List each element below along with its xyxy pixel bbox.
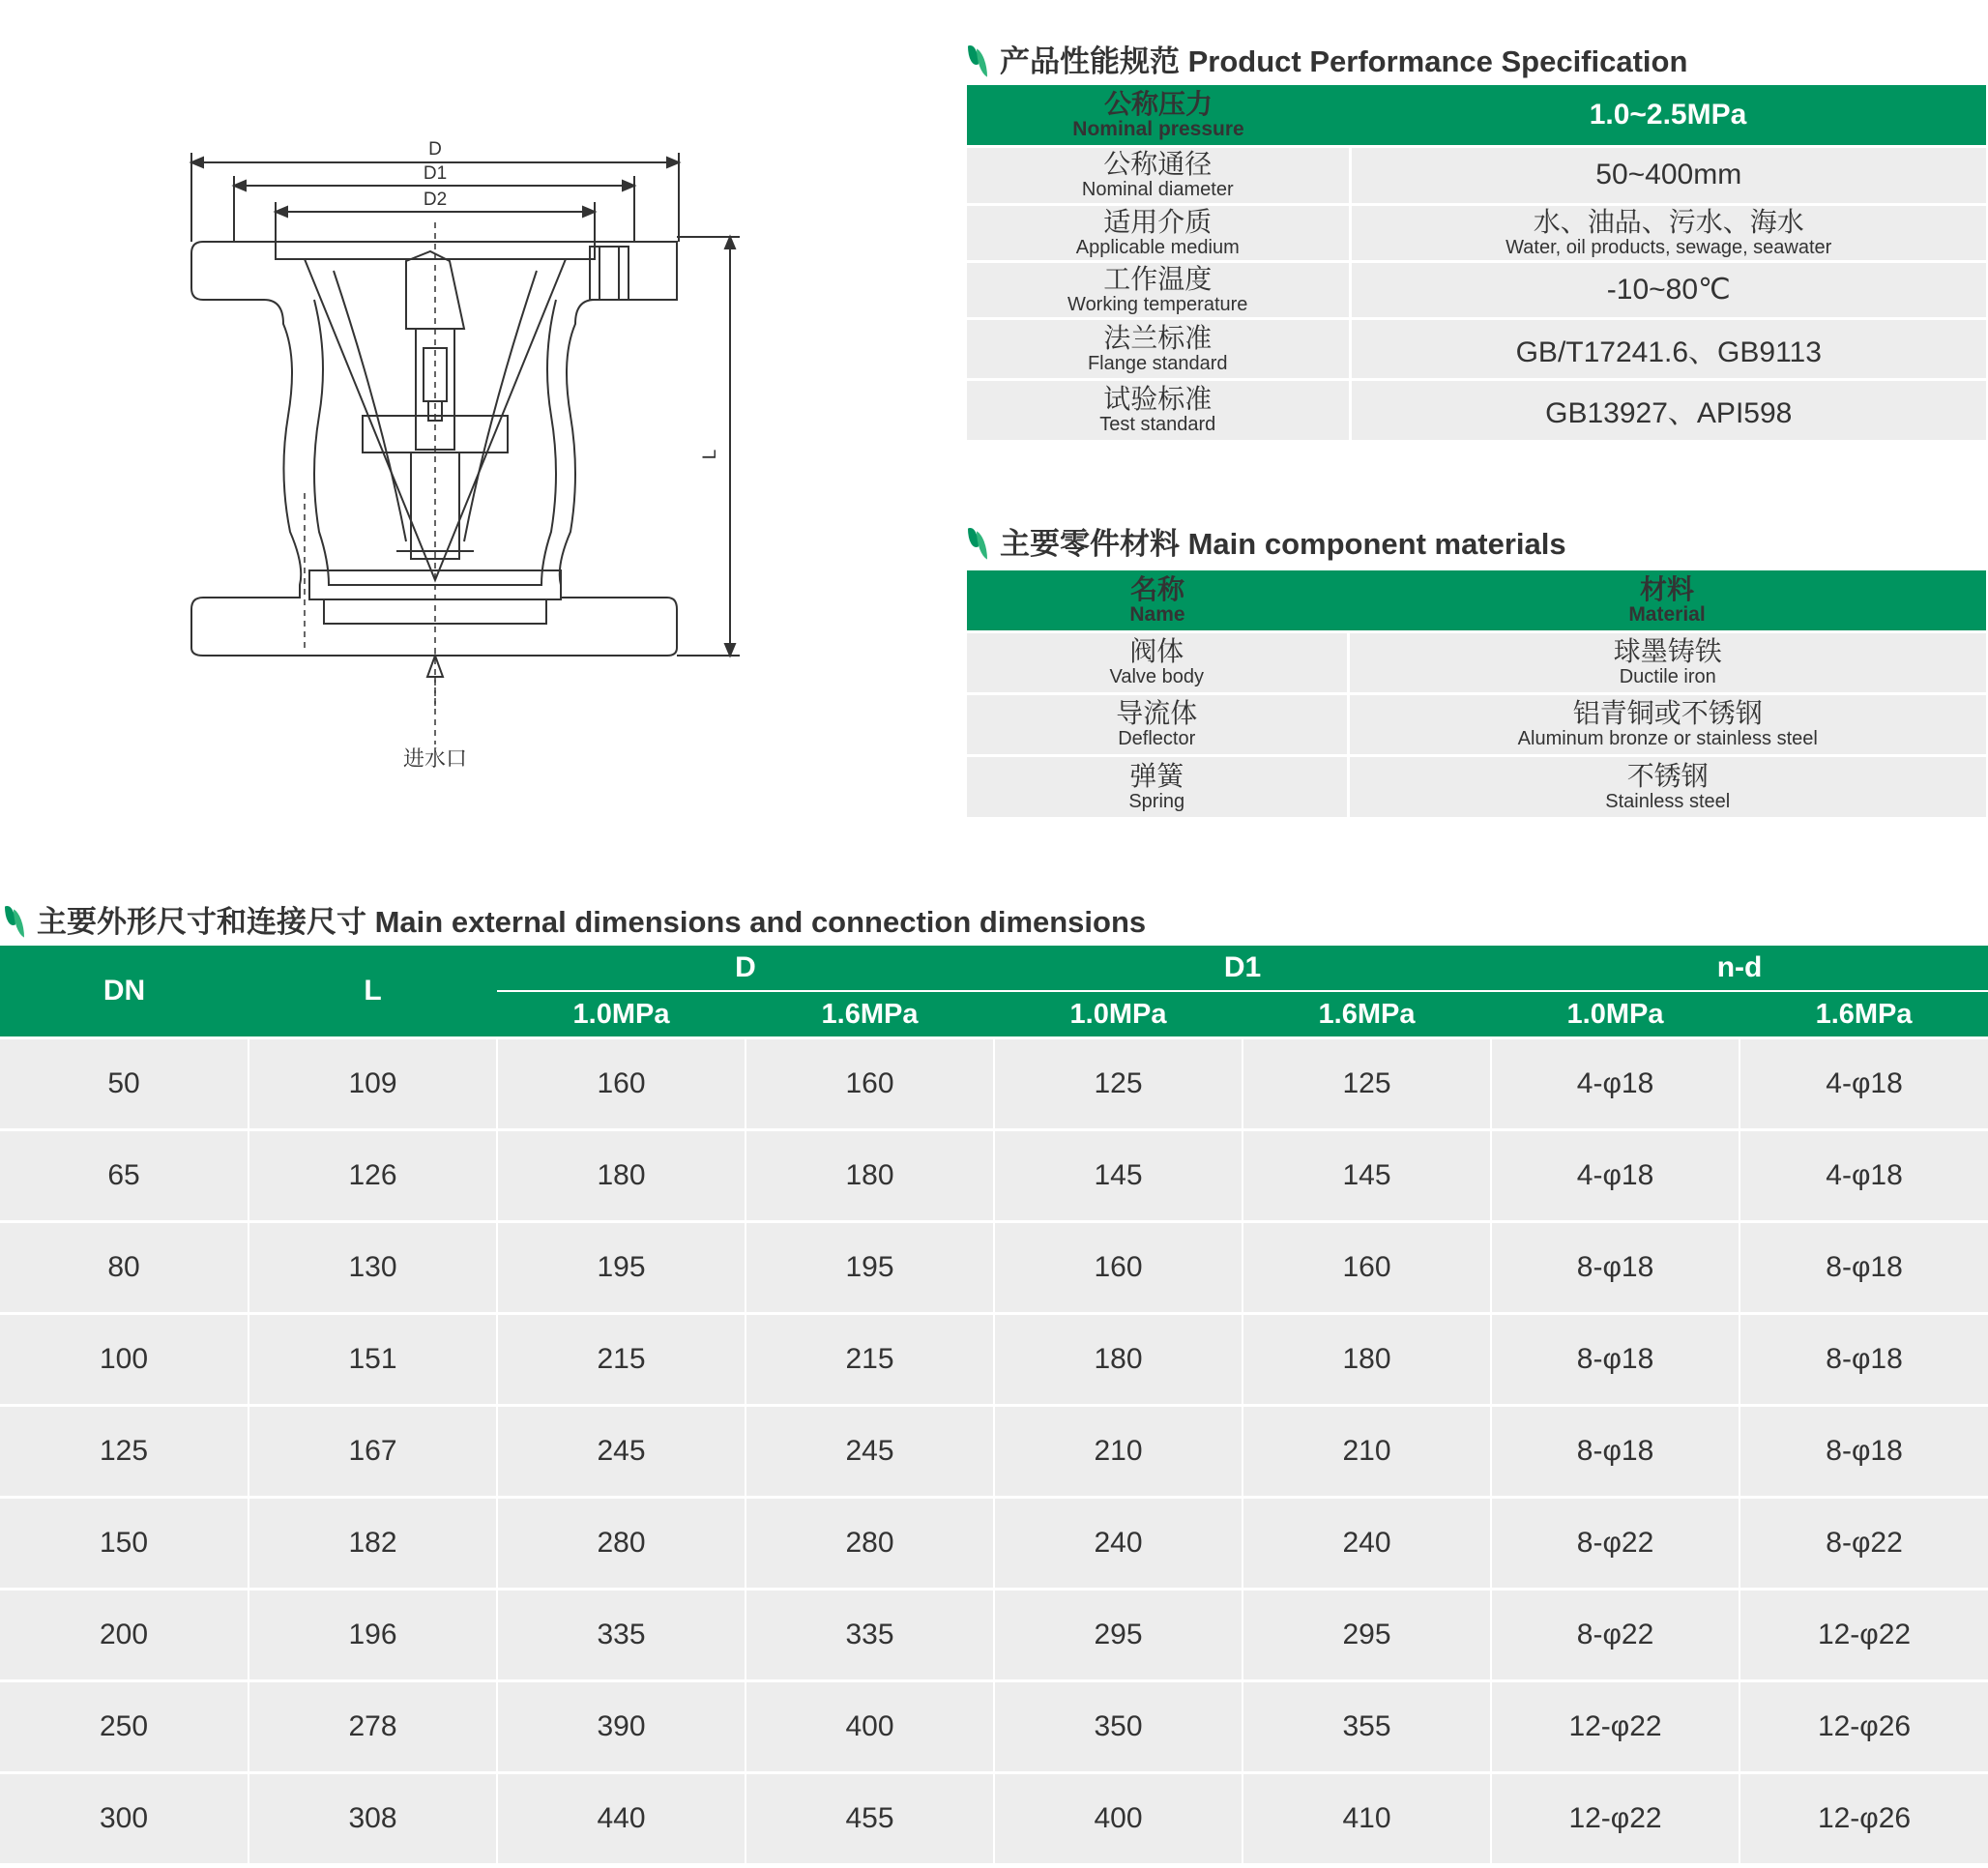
inlet-label: 进水口 bbox=[402, 746, 468, 771]
table-cell: 100 bbox=[0, 1314, 248, 1406]
table-cell: 355 bbox=[1242, 1681, 1491, 1773]
table-cell: 195 bbox=[746, 1222, 994, 1314]
table-cell: 215 bbox=[497, 1314, 746, 1406]
table-cell: 180 bbox=[746, 1130, 994, 1222]
leaf-icon bbox=[4, 904, 25, 935]
dim-d2-label: D2 bbox=[423, 190, 448, 210]
table-cell: 350 bbox=[994, 1681, 1242, 1773]
table-cell: 245 bbox=[497, 1406, 746, 1498]
table-cell: 245 bbox=[746, 1406, 994, 1498]
leaf-icon bbox=[967, 44, 988, 74]
dim-d1-label: D1 bbox=[423, 163, 448, 184]
dimensions-table bbox=[0, 946, 1988, 1863]
dimensions-section-title bbox=[4, 897, 1146, 941]
table-row bbox=[0, 1590, 1988, 1681]
table-cell: 180 bbox=[994, 1314, 1242, 1406]
nominal-pressure-header: 公称压力 Nominal pressure bbox=[967, 85, 1350, 146]
table-cell: 250 bbox=[0, 1681, 248, 1773]
table-cell: 200 bbox=[0, 1590, 248, 1681]
table-cell: 160 bbox=[746, 1038, 994, 1130]
dim-l-label: L bbox=[700, 449, 720, 460]
table-cell: 8-φ18 bbox=[1740, 1314, 1988, 1406]
performance-header-row bbox=[967, 85, 1986, 146]
table-cell: 50 bbox=[0, 1038, 248, 1130]
table-cell: 145 bbox=[1242, 1130, 1491, 1222]
table-cell: 150 bbox=[0, 1498, 248, 1590]
valve-section-diagram bbox=[174, 126, 754, 783]
table-cell: 300 bbox=[0, 1773, 248, 1864]
table-cell: 295 bbox=[994, 1590, 1242, 1681]
performance-section-title bbox=[967, 37, 1687, 80]
table-row bbox=[0, 1773, 1988, 1864]
pressure-header: 1.0MPa bbox=[1491, 991, 1740, 1038]
table-cell: 400 bbox=[746, 1681, 994, 1773]
d-header: D bbox=[497, 946, 994, 991]
table-cell: 195 bbox=[497, 1222, 746, 1314]
pressure-header: 1.6MPa bbox=[746, 991, 994, 1038]
table-cell: 167 bbox=[248, 1406, 497, 1498]
materials-title-text: 主要零件材料 Main component materials bbox=[1000, 527, 1566, 561]
pressure-header: 1.0MPa bbox=[497, 991, 746, 1038]
table-cell: 410 bbox=[1242, 1773, 1491, 1864]
nd-header: n-d bbox=[1491, 946, 1988, 991]
table-cell: 145 bbox=[994, 1130, 1242, 1222]
table-row bbox=[0, 1406, 1988, 1498]
table-cell: 125 bbox=[1242, 1038, 1491, 1130]
materials-header-row bbox=[967, 570, 1986, 631]
table-row bbox=[0, 1038, 1988, 1130]
table-cell: 12-φ22 bbox=[1491, 1681, 1740, 1773]
table-cell: 8-φ18 bbox=[1491, 1314, 1740, 1406]
table-cell: 8-φ18 bbox=[1740, 1406, 1988, 1498]
table-cell: 80 bbox=[0, 1222, 248, 1314]
pressure-header: 1.6MPa bbox=[1740, 991, 1988, 1038]
table-cell: 160 bbox=[1242, 1222, 1491, 1314]
performance-title-text: 产品性能规范 Product Performance Specification bbox=[1000, 44, 1688, 78]
table-cell: 8-φ18 bbox=[1491, 1222, 1740, 1314]
table-row bbox=[0, 1314, 1988, 1406]
table-cell: 12-φ22 bbox=[1740, 1590, 1988, 1681]
table-cell: 390 bbox=[497, 1681, 746, 1773]
table-cell: 4-φ18 bbox=[1491, 1038, 1740, 1130]
table-cell: 400 bbox=[994, 1773, 1242, 1864]
table-cell: 130 bbox=[248, 1222, 497, 1314]
table-cell: 8-φ22 bbox=[1491, 1590, 1740, 1681]
table-cell: 295 bbox=[1242, 1590, 1491, 1681]
table-row: 试验标准 Test standard GB13927、API598 bbox=[967, 379, 1986, 440]
d1-header: D1 bbox=[994, 946, 1491, 991]
table-cell: 8-φ18 bbox=[1740, 1222, 1988, 1314]
materials-section-title bbox=[967, 519, 1566, 563]
l-header: L bbox=[248, 946, 497, 1038]
table-row: 法兰标准 Flange standard GB/T17241.6、GB9113 bbox=[967, 318, 1986, 379]
table-cell: 160 bbox=[497, 1038, 746, 1130]
table-cell: 151 bbox=[248, 1314, 497, 1406]
table-row bbox=[0, 1681, 1988, 1773]
table-cell: 125 bbox=[0, 1406, 248, 1498]
table-cell: 126 bbox=[248, 1130, 497, 1222]
table-cell: 180 bbox=[1242, 1314, 1491, 1406]
table-cell: 210 bbox=[1242, 1406, 1491, 1498]
dim-d-label: D bbox=[428, 139, 442, 160]
table-cell: 12-φ22 bbox=[1491, 1773, 1740, 1864]
table-cell: 278 bbox=[248, 1681, 497, 1773]
table-row: 阀体 Valve body 球墨铸铁 Ductile iron bbox=[967, 631, 1986, 693]
table-cell: 440 bbox=[497, 1773, 746, 1864]
table-row bbox=[0, 1498, 1988, 1590]
dn-header: DN bbox=[0, 946, 248, 1038]
table-cell: 240 bbox=[1242, 1498, 1491, 1590]
table-cell: 8-φ22 bbox=[1740, 1498, 1988, 1590]
table-row: 导流体 Deflector 铝青铜或不锈钢 Aluminum bronze or stainless steel bbox=[967, 693, 1986, 755]
pressure-header: 1.0MPa bbox=[994, 991, 1242, 1038]
table-row bbox=[0, 1222, 1988, 1314]
table-cell: 182 bbox=[248, 1498, 497, 1590]
table-cell: 12-φ26 bbox=[1740, 1773, 1988, 1864]
table-cell: 4-φ18 bbox=[1740, 1130, 1988, 1222]
name-header: 名称 Name bbox=[967, 570, 1348, 631]
materials-table bbox=[967, 570, 1986, 817]
table-cell: 335 bbox=[497, 1590, 746, 1681]
table-cell: 8-φ22 bbox=[1491, 1498, 1740, 1590]
leaf-icon bbox=[967, 526, 988, 557]
table-row bbox=[0, 1130, 1988, 1222]
table-cell: 8-φ18 bbox=[1491, 1406, 1740, 1498]
nominal-pressure-value: 1.0~2.5MPa bbox=[1350, 85, 1986, 146]
dimensions-title-text: 主要外形尺寸和连接尺寸 Main external dimensions and connection dimensions bbox=[37, 905, 1147, 939]
performance-table bbox=[967, 85, 1986, 440]
table-row: 公称通径 Nominal diameter 50~400mm bbox=[967, 146, 1986, 204]
table-cell: 160 bbox=[994, 1222, 1242, 1314]
pressure-header: 1.6MPa bbox=[1242, 991, 1491, 1038]
table-cell: 280 bbox=[746, 1498, 994, 1590]
table-cell: 4-φ18 bbox=[1491, 1130, 1740, 1222]
table-cell: 65 bbox=[0, 1130, 248, 1222]
table-cell: 280 bbox=[497, 1498, 746, 1590]
material-header: 材料 Material bbox=[1348, 570, 1986, 631]
table-cell: 455 bbox=[746, 1773, 994, 1864]
table-row: 工作温度 Working temperature -10~80℃ bbox=[967, 261, 1986, 318]
table-cell: 240 bbox=[994, 1498, 1242, 1590]
table-cell: 125 bbox=[994, 1038, 1242, 1130]
table-cell: 215 bbox=[746, 1314, 994, 1406]
table-cell: 308 bbox=[248, 1773, 497, 1864]
table-cell: 335 bbox=[746, 1590, 994, 1681]
table-cell: 109 bbox=[248, 1038, 497, 1130]
table-cell: 210 bbox=[994, 1406, 1242, 1498]
table-cell: 4-φ18 bbox=[1740, 1038, 1988, 1130]
table-row: 弹簧 Spring 不锈钢 Stainless steel bbox=[967, 755, 1986, 817]
table-cell: 12-φ26 bbox=[1740, 1681, 1988, 1773]
table-row: 适用介质 Applicable medium 水、油品、污水、海水 Water, oil products, sewage, seawater bbox=[967, 204, 1986, 261]
table-cell: 196 bbox=[248, 1590, 497, 1681]
table-cell: 180 bbox=[497, 1130, 746, 1222]
